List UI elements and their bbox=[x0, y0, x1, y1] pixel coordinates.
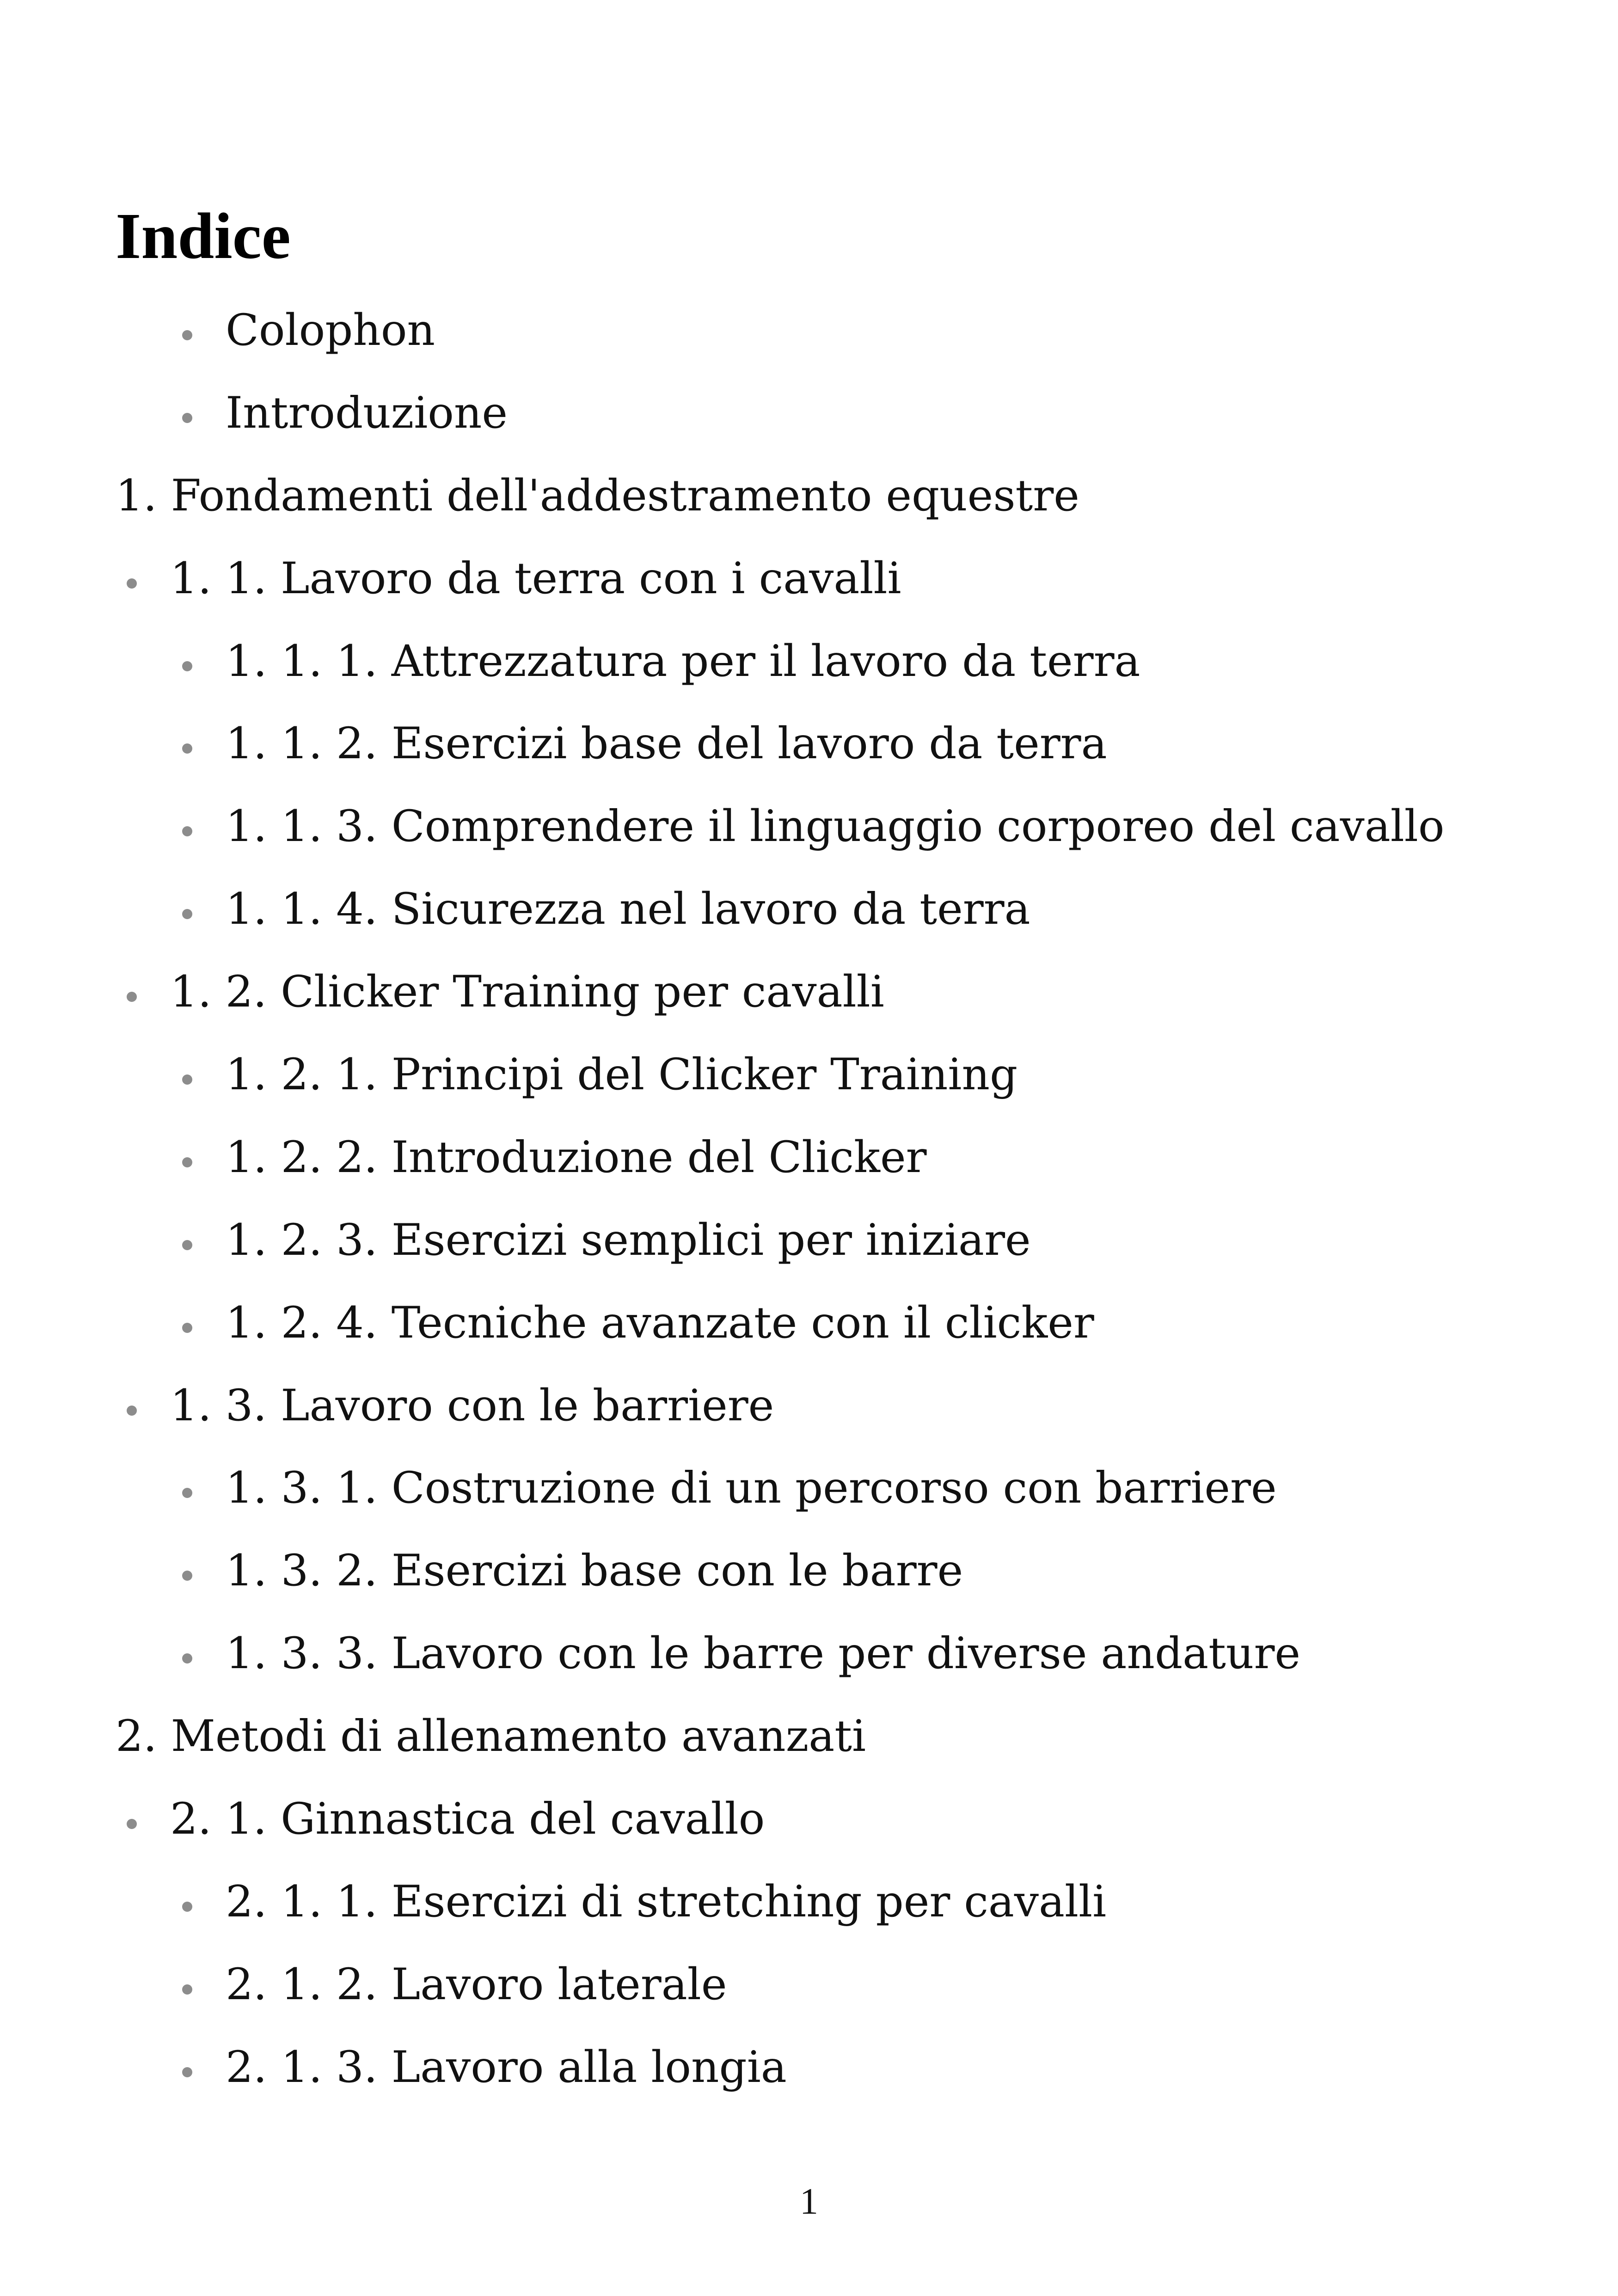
toc-entry-link[interactable]: 1. 3. Lavoro con le barriere bbox=[170, 1380, 774, 1431]
page-title: Indice bbox=[116, 199, 291, 272]
toc-entry-link[interactable]: 1. 1. 2. Esercizi base del lavoro da terra bbox=[226, 718, 1107, 769]
toc-entry[interactable] bbox=[0, 792, 1618, 875]
toc-entry-link[interactable]: 1. 2. 2. Introduzione del Clicker bbox=[226, 1132, 927, 1183]
toc-entry[interactable] bbox=[0, 709, 1618, 792]
bullet-icon bbox=[182, 1240, 192, 1250]
toc-entry[interactable] bbox=[0, 875, 1618, 958]
bullet-icon bbox=[182, 909, 192, 919]
toc-entry[interactable] bbox=[0, 2033, 1618, 2116]
toc-entry[interactable] bbox=[0, 958, 1618, 1040]
toc-entry[interactable] bbox=[0, 1785, 1618, 1867]
bullet-icon bbox=[182, 1157, 192, 1167]
toc-entry[interactable] bbox=[0, 1206, 1618, 1289]
toc-entry[interactable] bbox=[0, 296, 1618, 379]
toc-entry-link[interactable]: 1. 1. 1. Attrezzatura per il lavoro da terra bbox=[226, 636, 1140, 687]
toc-entry[interactable] bbox=[0, 1289, 1618, 1371]
toc-entry[interactable] bbox=[0, 1950, 1618, 2033]
toc-entry[interactable] bbox=[0, 461, 1618, 544]
toc-entry-link[interactable]: 1. 3. 3. Lavoro con le barre per diverse andature bbox=[226, 1628, 1301, 1679]
toc-entry-link[interactable]: 1. 2. 3. Esercizi semplici per iniziare bbox=[226, 1215, 1031, 1265]
toc-entry-link[interactable]: 1. 1. 4. Sicurezza nel lavoro da terra bbox=[226, 884, 1030, 935]
toc-entry-link[interactable]: 1. 2. 1. Principi del Clicker Training bbox=[226, 1050, 1018, 1100]
toc-entry-link[interactable]: 2. Metodi di allenamento avanzati bbox=[116, 1711, 866, 1762]
toc-entry-link[interactable]: 1. 3. 1. Costruzione di un percorso con barriere bbox=[226, 1463, 1277, 1514]
toc-entry[interactable] bbox=[0, 1702, 1618, 1785]
bullet-icon bbox=[127, 992, 137, 1002]
bullet-icon bbox=[182, 1653, 192, 1664]
toc-entry-link[interactable]: 2. 1. Ginnastica del cavallo bbox=[170, 1794, 765, 1845]
toc-entry[interactable] bbox=[0, 1536, 1618, 1619]
toc-entry[interactable] bbox=[0, 1619, 1618, 1702]
toc-entry-link[interactable]: 1. 2. 4. Tecniche avanzate con il clicker bbox=[226, 1297, 1094, 1348]
bullet-icon bbox=[127, 578, 137, 589]
table-of-contents bbox=[0, 296, 1618, 2116]
toc-entry[interactable] bbox=[0, 1867, 1618, 1950]
toc-entry[interactable] bbox=[0, 544, 1618, 627]
bullet-icon bbox=[127, 1819, 137, 1829]
toc-entry[interactable] bbox=[0, 627, 1618, 710]
toc-entry-link[interactable]: 2. 1. 1. Esercizi di stretching per cavalli bbox=[226, 1876, 1107, 1927]
toc-entry-link[interactable]: 1. 3. 2. Esercizi base con le barre bbox=[226, 1546, 963, 1596]
toc-entry[interactable] bbox=[0, 1371, 1618, 1454]
bullet-icon bbox=[127, 1406, 137, 1416]
toc-entry[interactable] bbox=[0, 1454, 1618, 1536]
toc-entry-link[interactable]: 1. 2. Clicker Training per cavalli bbox=[170, 967, 884, 1018]
bullet-icon bbox=[182, 1488, 192, 1498]
toc-entry-link[interactable]: Introduzione bbox=[226, 387, 508, 438]
toc-entry-link[interactable]: 2. 1. 2. Lavoro laterale bbox=[226, 1959, 727, 2010]
bullet-icon bbox=[182, 1074, 192, 1085]
toc-entry[interactable] bbox=[0, 1123, 1618, 1206]
bullet-icon bbox=[182, 743, 192, 754]
toc-entry-link[interactable]: 1. Fondamenti dell'addestramento equestre bbox=[116, 470, 1079, 521]
bullet-icon bbox=[182, 330, 192, 340]
toc-entry[interactable] bbox=[0, 379, 1618, 461]
bullet-icon bbox=[182, 661, 192, 671]
bullet-icon bbox=[182, 1902, 192, 1912]
bullet-icon bbox=[182, 826, 192, 836]
toc-entry-link[interactable]: Colophon bbox=[226, 305, 435, 356]
toc-entry[interactable] bbox=[0, 1040, 1618, 1123]
bullet-icon bbox=[182, 2067, 192, 2077]
bullet-icon bbox=[182, 1323, 192, 1333]
bullet-icon bbox=[182, 1571, 192, 1581]
toc-entry-link[interactable]: 2. 1. 3. Lavoro alla longia bbox=[226, 2042, 787, 2093]
page-number: 1 bbox=[800, 2181, 818, 2222]
toc-entry-link[interactable]: 1. 1. Lavoro da terra con i cavalli bbox=[170, 553, 901, 604]
toc-entry-link[interactable]: 1. 1. 3. Comprendere il linguaggio corporeo del cavallo bbox=[226, 801, 1445, 852]
bullet-icon bbox=[182, 413, 192, 423]
bullet-icon bbox=[182, 1984, 192, 1995]
